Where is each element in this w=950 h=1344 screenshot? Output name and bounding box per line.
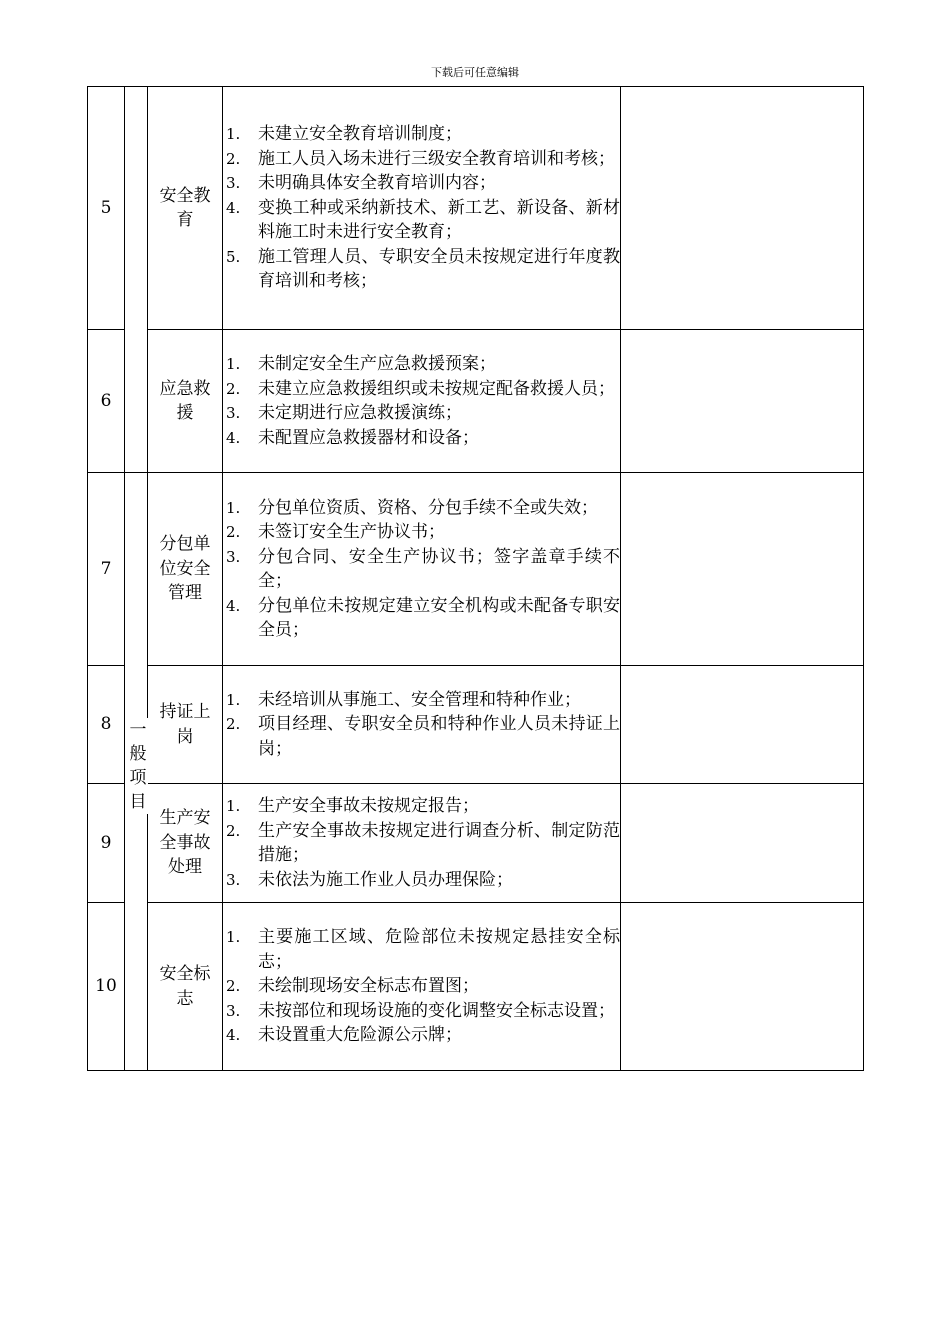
inspection-table xyxy=(87,86,864,1071)
list-item: 1. 未制定安全生产应急救援预案； xyxy=(226,354,496,374)
check-item-list xyxy=(223,688,620,762)
check-item-list xyxy=(223,122,620,294)
list-item: 2. 生产安全事故未按规定进行调查分析、制定防范措施； xyxy=(226,820,620,865)
check-items xyxy=(223,87,621,330)
check-item-list xyxy=(223,925,620,1048)
remark-cell xyxy=(621,903,864,1071)
category-char: 一 xyxy=(129,720,147,740)
category-cell xyxy=(125,330,148,473)
category-cell xyxy=(125,903,148,1071)
table-row xyxy=(88,473,864,666)
table-row xyxy=(88,903,864,1071)
row-number: 10 xyxy=(88,903,125,1071)
check-items xyxy=(223,903,621,1071)
category-cell xyxy=(125,87,148,330)
row-number: 9 xyxy=(88,784,125,903)
list-item: 3. 未按部位和现场设施的变化调整安全标志设置； xyxy=(226,1000,615,1021)
table-row xyxy=(88,87,864,330)
check-items xyxy=(223,666,621,784)
remark-cell xyxy=(621,330,864,473)
list-item: 2. 项目经理、专职安全员和特种作业人员未持证上岗； xyxy=(226,714,620,759)
list-item: 4. 未配置应急救援器材和设备； xyxy=(226,427,479,448)
remark-cell xyxy=(621,473,864,666)
item-name: 应急救援 xyxy=(148,330,223,473)
row-number: 8 xyxy=(88,666,125,784)
check-items xyxy=(223,330,621,473)
list-item: 3. 未依法为施工作业人员办理保险； xyxy=(226,869,513,890)
check-item-list xyxy=(223,496,620,643)
check-items xyxy=(223,784,621,903)
check-items xyxy=(223,473,621,666)
category-char: 目 xyxy=(129,792,147,812)
list-item: 5. 施工管理人员、专职安全员未按规定进行年度教育培训和考核； xyxy=(226,246,620,292)
list-item: 1. 主要施工区域、危险部位未按规定悬挂安全标志； xyxy=(226,927,620,972)
item-name: 安全教育 xyxy=(148,87,223,330)
list-item: 3. 未定期进行应急救援演练； xyxy=(226,403,462,423)
row-number: 5 xyxy=(88,87,125,330)
list-item: 3. 分包合同、安全生产协议书；签字盖章手续不全； xyxy=(226,546,620,591)
category-char: 项 xyxy=(129,768,147,788)
list-item: 4. 分包单位未按规定建立安全机构或未配备专职安全员； xyxy=(226,595,620,640)
table-row xyxy=(88,666,864,784)
remark-cell xyxy=(621,666,864,784)
list-item: 1. 未经培训从事施工、安全管理和特种作业； xyxy=(226,689,581,710)
item-name: 分包单位安全管理 xyxy=(148,473,223,666)
list-item: 4. 未设置重大危险源公示牌； xyxy=(226,1025,462,1046)
category-char: 般 xyxy=(129,744,147,764)
item-name: 生产安全事故处理 xyxy=(148,784,223,903)
item-name: 安全标志 xyxy=(148,903,223,1071)
list-item: 3. 未明确具体安全教育培训内容； xyxy=(226,173,496,194)
category-label xyxy=(128,718,148,814)
list-item: 4. 变换工种或采纳新技术、新工艺、新设备、新材料施工时未进行安全教育； xyxy=(226,197,620,243)
row-number: 7 xyxy=(88,473,125,666)
list-item: 1. 分包单位资质、资格、分包手续不全或失效； xyxy=(226,497,598,518)
list-item: 2. 施工人员入场未进行三级安全教育培训和考核； xyxy=(226,148,615,169)
table-row xyxy=(88,330,864,473)
list-item: 2. 未签订安全生产协议书； xyxy=(226,522,445,542)
list-item: 2. 未建立应急救援组织或未按规定配备救援人员； xyxy=(226,378,615,399)
list-item: 2. 未绘制现场安全标志布置图； xyxy=(226,976,479,997)
check-item-list xyxy=(223,352,620,450)
item-name: 持证上岗 xyxy=(148,666,223,784)
table-row xyxy=(88,784,864,903)
remark-cell xyxy=(621,784,864,903)
check-item-list xyxy=(223,794,620,892)
row-number: 6 xyxy=(88,330,125,473)
category-cell xyxy=(125,473,148,666)
remark-cell xyxy=(621,87,864,330)
list-item: 1. 生产安全事故未按规定报告； xyxy=(226,796,479,816)
header-note: 下载后可任意编辑 xyxy=(431,66,519,79)
list-item: 1. 未建立安全教育培训制度； xyxy=(226,124,462,145)
